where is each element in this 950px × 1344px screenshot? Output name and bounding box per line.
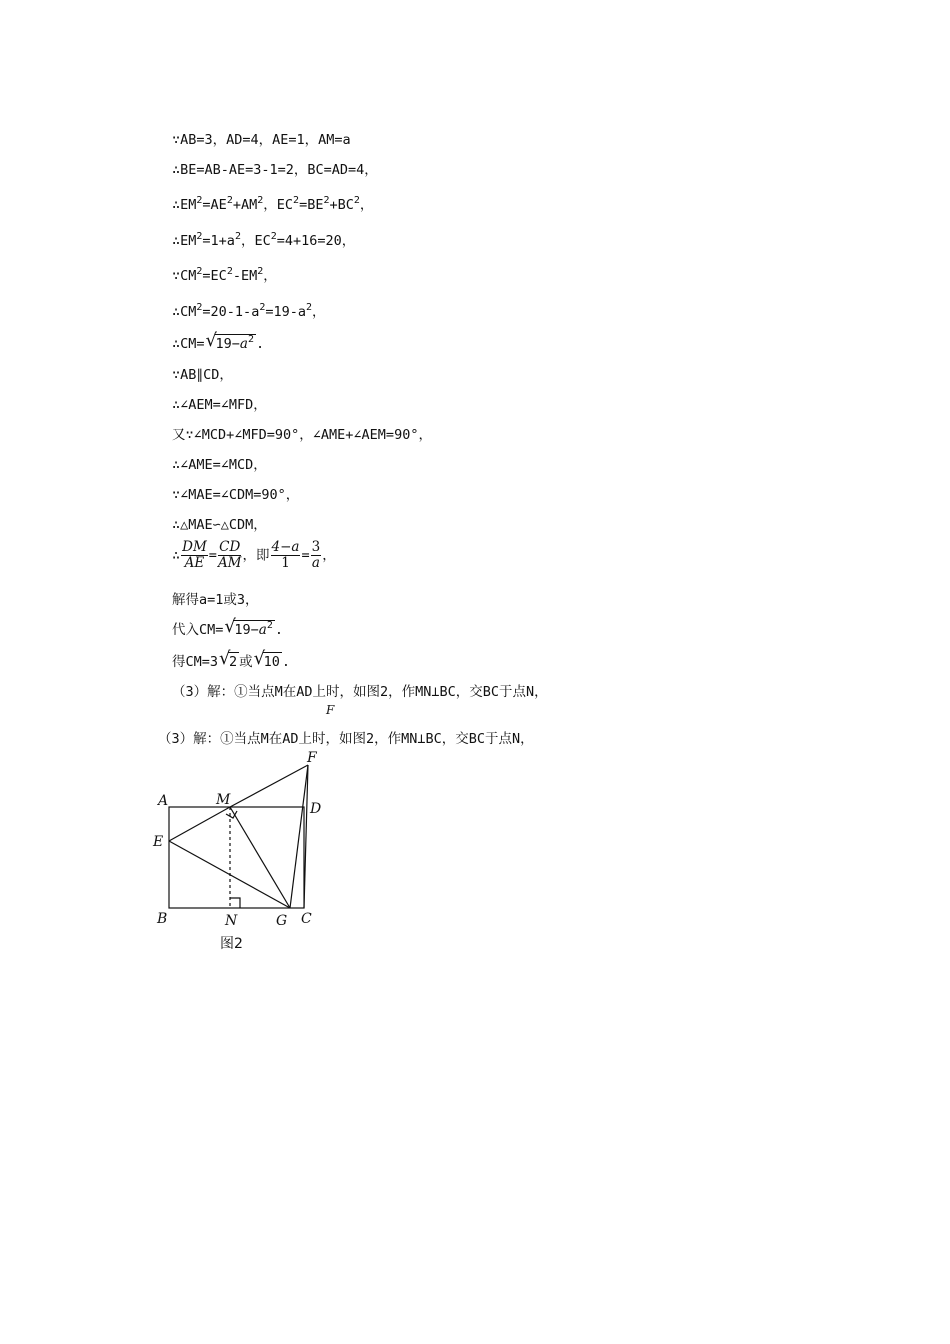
label-d: D (310, 801, 322, 817)
label-e: E (153, 834, 164, 850)
solution-line-5: $\because CM^2=EC^2-EM^2$， (172, 266, 277, 284)
segment-mg (230, 807, 290, 908)
fraction-dm-ae: $\frac{DM}{AE}$ (182, 539, 207, 571)
solution-line-4: $\therefore EM^2=1+a^2$，$EC^2=4+16=20$， (172, 231, 356, 249)
label-m: M (216, 792, 231, 808)
square-root: √ 10 (253, 648, 280, 670)
solution-line-16: 代入CM= √ $19-a^2$ . (172, 616, 284, 638)
solution-line-10: 又∵∠MCD+∠MFD=90°，∠AME+∠AEM=90°， (172, 427, 432, 443)
right-angle-mark-n (230, 898, 240, 908)
rectangle-abcd (169, 807, 304, 908)
solution-line-13: ∴△MAE∽△CDM， (172, 517, 267, 533)
label-b: B (157, 911, 168, 927)
square-root: √ 2 (219, 648, 238, 670)
label-a: A (158, 793, 169, 809)
solution-line-7: ∴CM= √ $19-a^2$ . (172, 330, 265, 352)
stray-label-f: F (326, 703, 335, 717)
label-n: N (225, 913, 238, 929)
fraction-cd-am: $\frac{CD}{AM}$ (217, 539, 242, 571)
solution-line-11: ∴∠AME=∠MCD， (172, 457, 267, 473)
fraction-4-minus-a: $\frac{4-a}{1}$ (271, 539, 300, 571)
solution-line-17: 得CM=3 √ 2 或 √ 10 . (172, 648, 291, 670)
segment-cf (304, 765, 308, 908)
solution-line-8: ∵AB∥CD， (172, 367, 233, 383)
geometry-figure (140, 745, 360, 960)
line-emf (169, 765, 308, 841)
solution-line-6: $\therefore CM^2=20-1-a^2=19-a^2$， (172, 302, 326, 320)
solution-line-1: ∵AB=3，AD=4，AE=1，AM=a (172, 132, 351, 148)
solution-line-19: （3）解：①当点M在AD上时，如图2，作MN⊥BC，交BC于点N， (158, 731, 534, 747)
solution-line-14: ∴ $\frac{DM}{AE}$ = $\frac{CD}{AM}$ ，即 $\frac{4-a}{1}$ = $\frac{3}{a}$ ， (172, 539, 336, 571)
label-g: G (276, 913, 288, 929)
solution-line-2: ∴BE=AB-AE=3-1=2，BC=AD=4， (172, 162, 378, 178)
fraction-3-over-a: $\frac{3}{a}$ (311, 539, 321, 571)
solution-line-3: $\therefore EM^2=AE^2+AM^2$，$EC^2=BE^2+BC^2$， (172, 195, 374, 213)
solution-line-18: （3）解：①当点M在AD上时，如图2，作MN⊥BC，交BC于点N， (172, 684, 548, 700)
solution-line-15: 解得a=1或3， (172, 592, 259, 608)
label-f: F (307, 750, 317, 766)
square-root: √ $19-a^2$ (224, 616, 273, 638)
segment-gf (290, 765, 308, 908)
label-c: C (301, 911, 312, 927)
square-root: √ $19-a^2$ (205, 330, 254, 352)
figure-caption: 图2 (220, 936, 243, 952)
solution-line-9: ∴∠AEM=∠MFD， (172, 397, 267, 413)
solution-line-12: ∵∠MAE=∠CDM=90°， (172, 487, 300, 503)
